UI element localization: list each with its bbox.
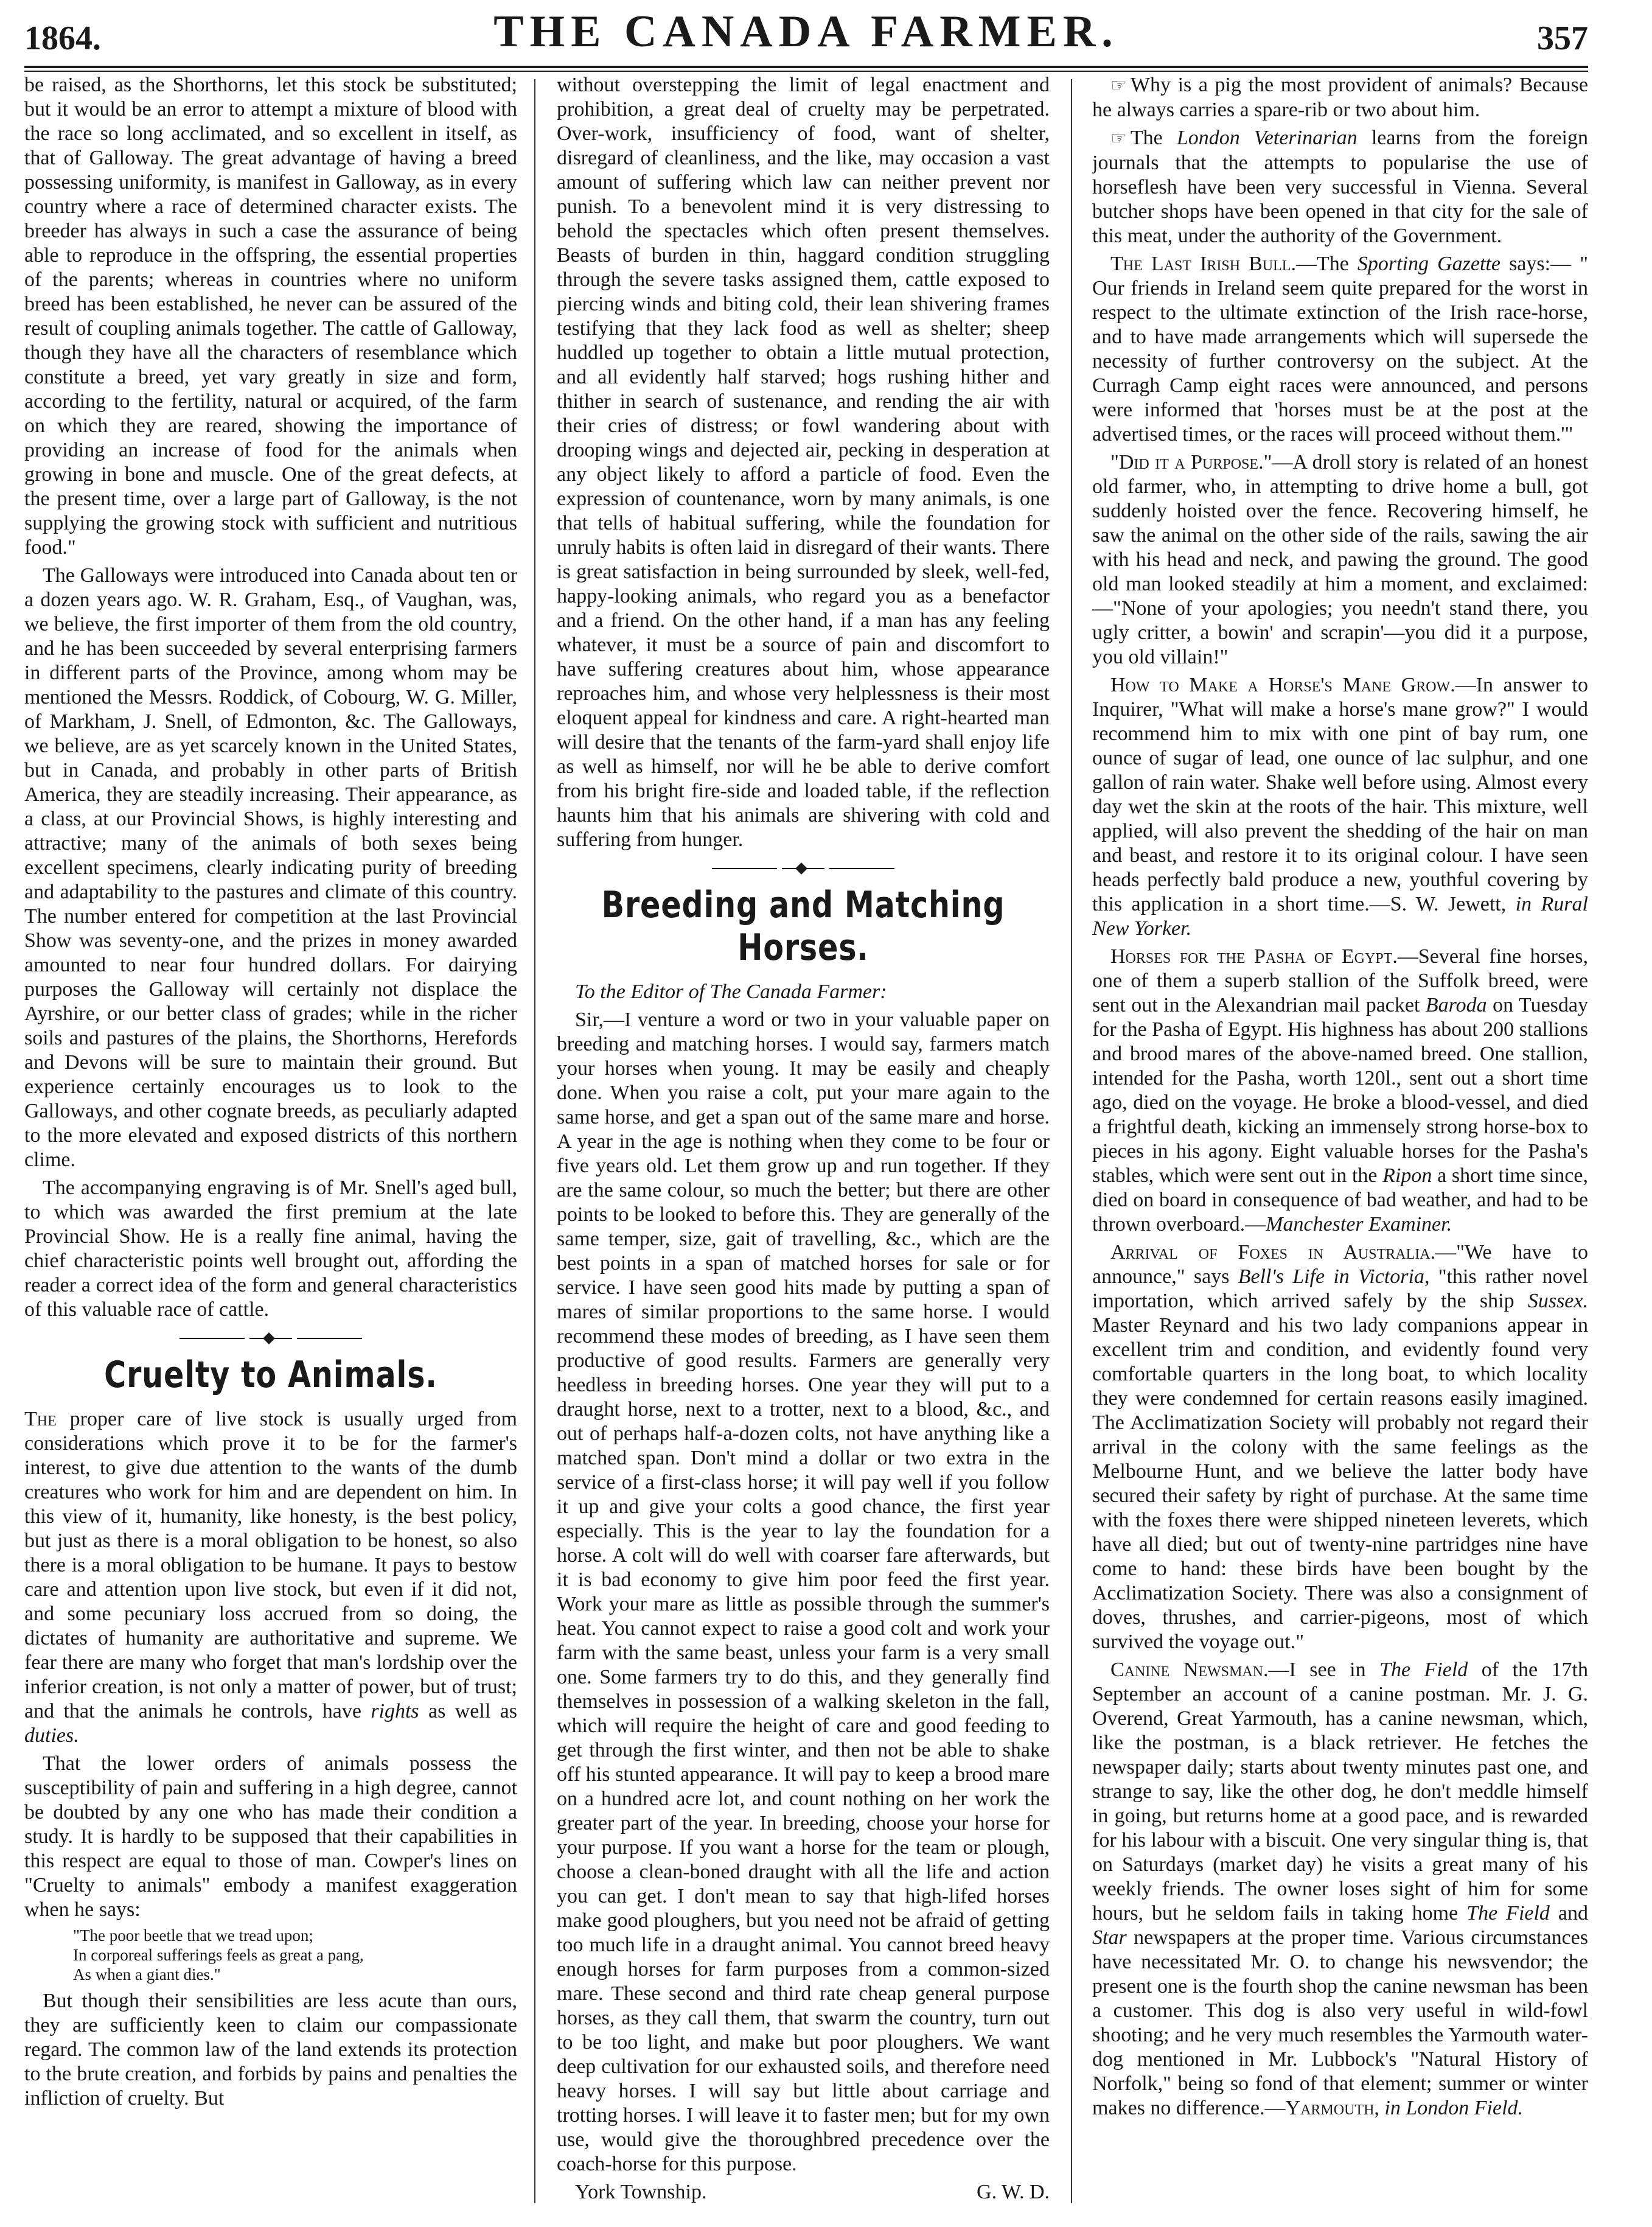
pig-paragraph: ☞ Why is a pig the most provident of animals? Because he always carries a spare-rib or two about him. <box>1092 74 1588 121</box>
section-divider <box>179 1334 362 1343</box>
masthead <box>24 0 1588 58</box>
cruelty-lead-word: The <box>24 1408 57 1430</box>
page-number: 357 <box>1536 19 1588 57</box>
purpose-paragraph: "Did it a Purpose."—A droll story is related of an honest old farmer, who, in attempting to drive home a bull, got suddenly hoisted over the fence. Recovering himself, he saw the animal on the other side of the rails, sawing the air with his head and neck, and pawing the ground. The good old man looked steadily at him a moment, and exclaimed:—"None of your apologies; you needn't stand there, you ugly critter, a bowin' and scrapin'—you did it a purpose, you old villain!" <box>1092 451 1588 668</box>
cruelty-paragraph-2: That the lower orders of animals possess the susceptibility of pain and suffering in a high degree, cannot be doubted by any one who has made their condition a study. It is hardly to be supposed that their capabilities in this respect are equal to those of man. Cowper's lines on "Cruelty to animals" embody a manifest exaggeration when he says: <box>24 1752 517 1921</box>
pasha-paragraph: Horses for the Pasha of Egypt.—Several fine horses, one of them a superb stallion of the Suffolk breed, were sent out in the Alexandrian mail packet Baroda on Tuesday for the Pasha of Egypt. His highness has about 200 stallions and brood mares of the above-named breed. One stallion, intended for the Pasha, worth 120l., sent out a short time ago, died on the voyage. He broke a blood-vessel, and died a frightful death, kicking an immensely strong horse-box to pieces in his agony. Eight valuable horses for the Pasha's stables, which were sent out in the Ripon a short time since, died on board in consequence of bad weather, and had to be thrown overboard.—Manchester Examiner. <box>1092 945 1588 1236</box>
signature-initials: G. W. D. <box>977 2181 1050 2203</box>
issue-year: 1864. <box>24 19 101 57</box>
cowper-quote: "The poor beetle that we tread upon; In corporeal sufferings feels as great a pang, As when a giant dies." <box>73 1926 364 1984</box>
letter-greeting: To the Editor of The Canada Farmer: <box>575 981 887 1003</box>
horseflesh-paragraph: ☞ The London Veterinarian learns from the foreign journals that the attempts to popularise the use of horseflesh have been very successful in Vienna. Several butcher shops have been opened in that city for the sale of this meat, under the authority of the Government. <box>1092 127 1588 247</box>
pointing-hand-icon: ☞ <box>1110 75 1127 96</box>
cruelty-paragraph-3: But though their sensibilities are less acute than ours, they are sufficiently keen to claim our compassionate regard. The common law of the land extends its protection to the brute creation, and forbids by pains and penalties the infliction of cruelty. But <box>24 1990 517 2110</box>
signature-place: York Township. <box>575 2181 707 2203</box>
column-divider-2 <box>1071 79 1072 2203</box>
column-3 <box>1092 73 1588 2215</box>
newspaper-title: THE CANADA FARMER. <box>493 7 1119 57</box>
galloway-paragraph-2: The Galloways were introduced into Canada about ten or a dozen years ago. W. R. Graham, Esq., of Vaughan, was, we believe, the first importer of them from the old country, and he has been succeeded by several enterprising farmers in different parts of the Province, among whom may be mentioned the Messrs. Roddick, of Cobourg, W. G. Miller, of Markham, J. Snell, of Edmonton, &c. The Galloways, we believe, are as yet scarcely known in the United States, but in Canada, and probably in other parts of British America, they are steadily increasing. Their appearance, as a class, at our Provincial Shows, is highly interesting and attractive; many of the animals of both sexes being excellent specimens, clearly indicating purity of breeding and adaptability to the pastures and climate of this country. The number entered for competition at the last Provincial Show was seventy-one, and the prizes in money awarded amounted to near four hundred dollars. For dairying purposes the Galloway will certainly not displace the Ayrshire, or our better class of grades; while in the richer soils and pastures of the plains, the Shorthorns, Herefords and Devons will be sure to maintain their ground. But experience certainly encourages us to look to the Galloways, and other cognate breeds, as peculiarly adapted to the more elevated and exposed districts of this northern clime. <box>24 564 517 1171</box>
galloway-paragraph-1: be raised, as the Shorthorns, let this stock be substituted; but it would be an error to attempt a mixture of blood with the race so long acclimated, and so excellent in itself, as that of Galloway. The great advantage of having a breed possessing uniformity, is manifest in Galloway, as in every country where a race of determined character exists. The breeder has always in such a case the assurance of being able to reproduce in the offspring, the essential properties of the parents; whereas in countries where no uniform breed has been established, he never can be assured of the result of coupling animals together. The cattle of Galloway, though they have all the characters of resemblance which constitute a breed, yet vary greatly in size and form, according to the fertility, natural or acquired, of the farm on which they are reared, showing the importance of providing an increase of food for the animals when growing in bone and muscle. One of the great defects, at the present time, over a large part of Galloway, is the not supplying the growing stock with sufficient and nutritious food." <box>24 74 517 559</box>
mane-paragraph: How to Make a Horse's Mane Grow.—In answer to Inquirer, "What will make a horse's mane grow?" I would recommend him to mix with one pint of bay rum, one ounce of sugar of lead, one ounce of lac sulphur, and one gallon of rain water. Shake well before using. Almost every day wet the skin at the roots of the hair. This mixture, well applied, will also prevent the shedding of the hair on man and beast, and restore it to its original colour. I have seen heads perfectly bald produce a new, youthful covering by this application in a short time.—S. W. Jewett, in Rural New Yorker. <box>1092 674 1588 940</box>
masthead-rule-thin <box>24 71 1588 72</box>
column-divider-1 <box>534 79 535 2203</box>
cruelty-paragraph-4: without overstepping the limit of legal enactment and prohibition, a great deal of cruelty may be perpetrated. Over-work, insufficiency of food, want of shelter, disregard of cleanliness, and the like, may occasion a vast amount of suffering which law can neither prevent nor punish. To a benevolent mind it is very distressing to behold the spectacles which often present themselves. Beasts of burden in thin, haggard condition struggling through the severe tasks assigned them, cattle exposed to piercing winds and biting cold, their lean shivering frames testifying that they lack food as well as shelter; sheep huddled up together to obtain a little mutual protection, and all evidently half starved; hogs rushing hither and thither in search of sustenance, and rending the air with their cries of distress; or fowl wandering about with drooping wings and dejected air, pecking in desperation at any object likely to afford a particle of food. Even the expression of countenance, worn by many animals, is one that tells of habitual suffering, while the foundation for unruly habits is often laid in disregard of their wants. There is great satisfaction in being surrounded by sleek, well-fed, happy-looking animals, who regard you as a benefactor and a friend. On the other hand, if a man has any feeling whatever, it must be a source of pain and discomfort to have suffering creatures about him, whose appearance reproaches him, and whose very helplessness is their most eloquent appeal for kindness and care. A right-hearted man will desire that the tenants of the farm-yard shall enjoy life as well as himself, nor will he be able to derive comfort from his bright fire-side and loaded table, if the reflection haunts him that his animals are shivering with cold and suffering from hunger. <box>557 74 1050 851</box>
section-divider <box>712 864 894 873</box>
horses-heading: Breeding and Matching Horses. <box>601 884 1005 969</box>
cruelty-paragraph-1: The proper care of live stock is usually urged from considerations which prove it to be for the farmer's interest, to give due attention to the wants of the dumb creatures who work for him and are dependent on him. In this view of it, humanity, like honesty, is the best policy, but just as there is a moral obligation to be honest, so also there is a moral obligation to be humane. It pays to bestow care and attention upon live stock, but even if it did not, and some pecuniary loss accrued from so doing, the dictates of humanity are authoritative and supreme. We fear there are many who forget that man's lordship over the inferior creation, is not only a matter of power, but of trust; and that the animals he controls, have rights as well as duties. <box>24 1408 517 1747</box>
canine-paragraph: Canine Newsman.—I see in The Field of the 17th September an account of a canine postman. Mr. J. G. Overend, Great Yarmouth, has a canine newsman, which, like the postman, is a black retriever. He fetches the newspaper daily; starts about twenty minutes past one, and strange to say, like the other dog, he don't meddle himself in going, but returns home at a good pace, and is rewarded for his labour with a biscuit. One very singular thing is, that on Saturdays (market day) he visits a great many of his weekly friends. The owner loses sight of him for some hours, but he seldom fails in taking home The Field and Star newspapers at the proper time. Various circumstances have necessitated Mr. O. to change his newsvendor; the present one is the fourth shop the canine newsman has been a customer. This dog is also very useful in wild-fowl shooting; and he very much resembles the Yarmouth water-dog mentioned in Mr. Lubbock's "Natural History of Norfolk," being so fond of that element; summer or winter makes no difference.—Yarmouth, in London Field. <box>1092 1659 1588 2119</box>
column-1 <box>24 73 517 2215</box>
horses-letter-body: Sir,—I venture a word or two in your valuable paper on breeding and matching horses. I would say, farmers match your horses when young. It may be easily and cheaply done. When you raise a colt, put your mare again to the same horse, and get a span out of the same mare and horse. A year in the age is nothing when they come to be four or five years old. Let them grow up and run together. If they are the same colour, so much the better; but there are other points to be looked to before this. They are generally of the same temper, size, gait of travelling, &c., which are the best points in a span of matched horses for sale or for service. I have seen good hits made by putting a span of mares of similar proportions to the same horse. I would recommend these modes of breeding, as I have seen them productive of good results. Farmers are generally very heedless in breeding horses. One year they will put to a draught horse, next to a trotter, next to a blood, &c., and out of perhaps half-a-dozen colts, not have anything like a matched span. Don't mind a dollar or two extra in the service of a first-class horse; it will pay well if you follow it up and give your colts a good chance, the first year especially. This is the year to lay the foundation for a horse. A colt will do well with coarser fare afterwards, but it is bad economy to give him poor feed the first year. Work your mare as little as possible through the summer's heat. You cannot expect to raise a good colt and work your farm with the same beast, unless your farm is a very small one. Some farmers try to do this, and they generally find themselves in possession of a walking skeleton in the fall, which will require the height of care and good feeding to get through the first winter, and then not be able to shake off his stunted appearance. It will pay to keep a brood mare on a hundred acre lot, and count nothing on her work the greater part of the year. In breeding, choose your horse for your purpose. If you want a horse for the team or plough, choose a clean-boned draught with all the life and action you can get. I don't mean to say that high-lifed horses make good ploughers, but you need not be afraid of getting too much life in a draught animal. You cannot breed heavy enough horses for farm purposes from a common-sized mare. These second and third rate cheap general purpose horses, as they call them, that swarm the country, turn out to be too light, and make but poor ploughers. We want deep cultivation for our exhausted soils, and therefore need heavy horses. I will say but little about carriage and trotting horses. I will leave it to faster men; but for my own use, would give the thoroughbred precedence over the coach-horse for this purpose. <box>557 1009 1050 2175</box>
column-2 <box>557 73 1050 2215</box>
pointing-hand-icon: ☞ <box>1110 128 1127 149</box>
irish-bull-paragraph: The Last Irish Bull.—The Sporting Gazette says:— " Our friends in Ireland seem quite prepared for the worst in respect to the ultimate extinction of the Irish race-horse, and to have made arrangements which will supersede the necessity of further controversy on the subject. At the Curragh Camp eight races were announced, and persons were informed that 'horses must be at the post at the advertised times, or the races will proceed without them.'" <box>1092 253 1588 446</box>
galloway-paragraph-3: The accompanying engraving is of Mr. Snell's aged bull, to which was awarded the first premium at the late Provincial Show. He is a really fine animal, having the chief characteristic points well brought out, affording the reader a correct idea of the form and general characteristics of this valuable race of cattle. <box>24 1176 517 1321</box>
foxes-paragraph: Arrival of Foxes in Australia.—"We have to announce," says Bell's Life in Victoria, "this rather novel importation, which arrived safely by the ship Sussex. Master Reynard and his two lady companions appear in excellent trim and condition, and evidently found very comfortable quarters in the long boat, to which locality they were condemned for certain reasons easily imagined. The Acclimatization Society will probably not regard their arrival in the colony with the same feelings as the Melbourne Hunt, and we believe the latter body have secured their safety by right of purchase. At the same time with the foxes there were shipped nineteen leverets, which have all died; but out of twenty-nine partridges nine have come to hand: these birds have been bought by the Acclimatization Society. There was also a consignment of doves, thrushes, and carrier-pigeons, most of which survived the voyage out." <box>1092 1241 1588 1653</box>
masthead-rule <box>24 66 1588 68</box>
letter-signature <box>557 2180 1050 2204</box>
cruelty-heading: Cruelty to Animals. <box>104 1354 437 1396</box>
